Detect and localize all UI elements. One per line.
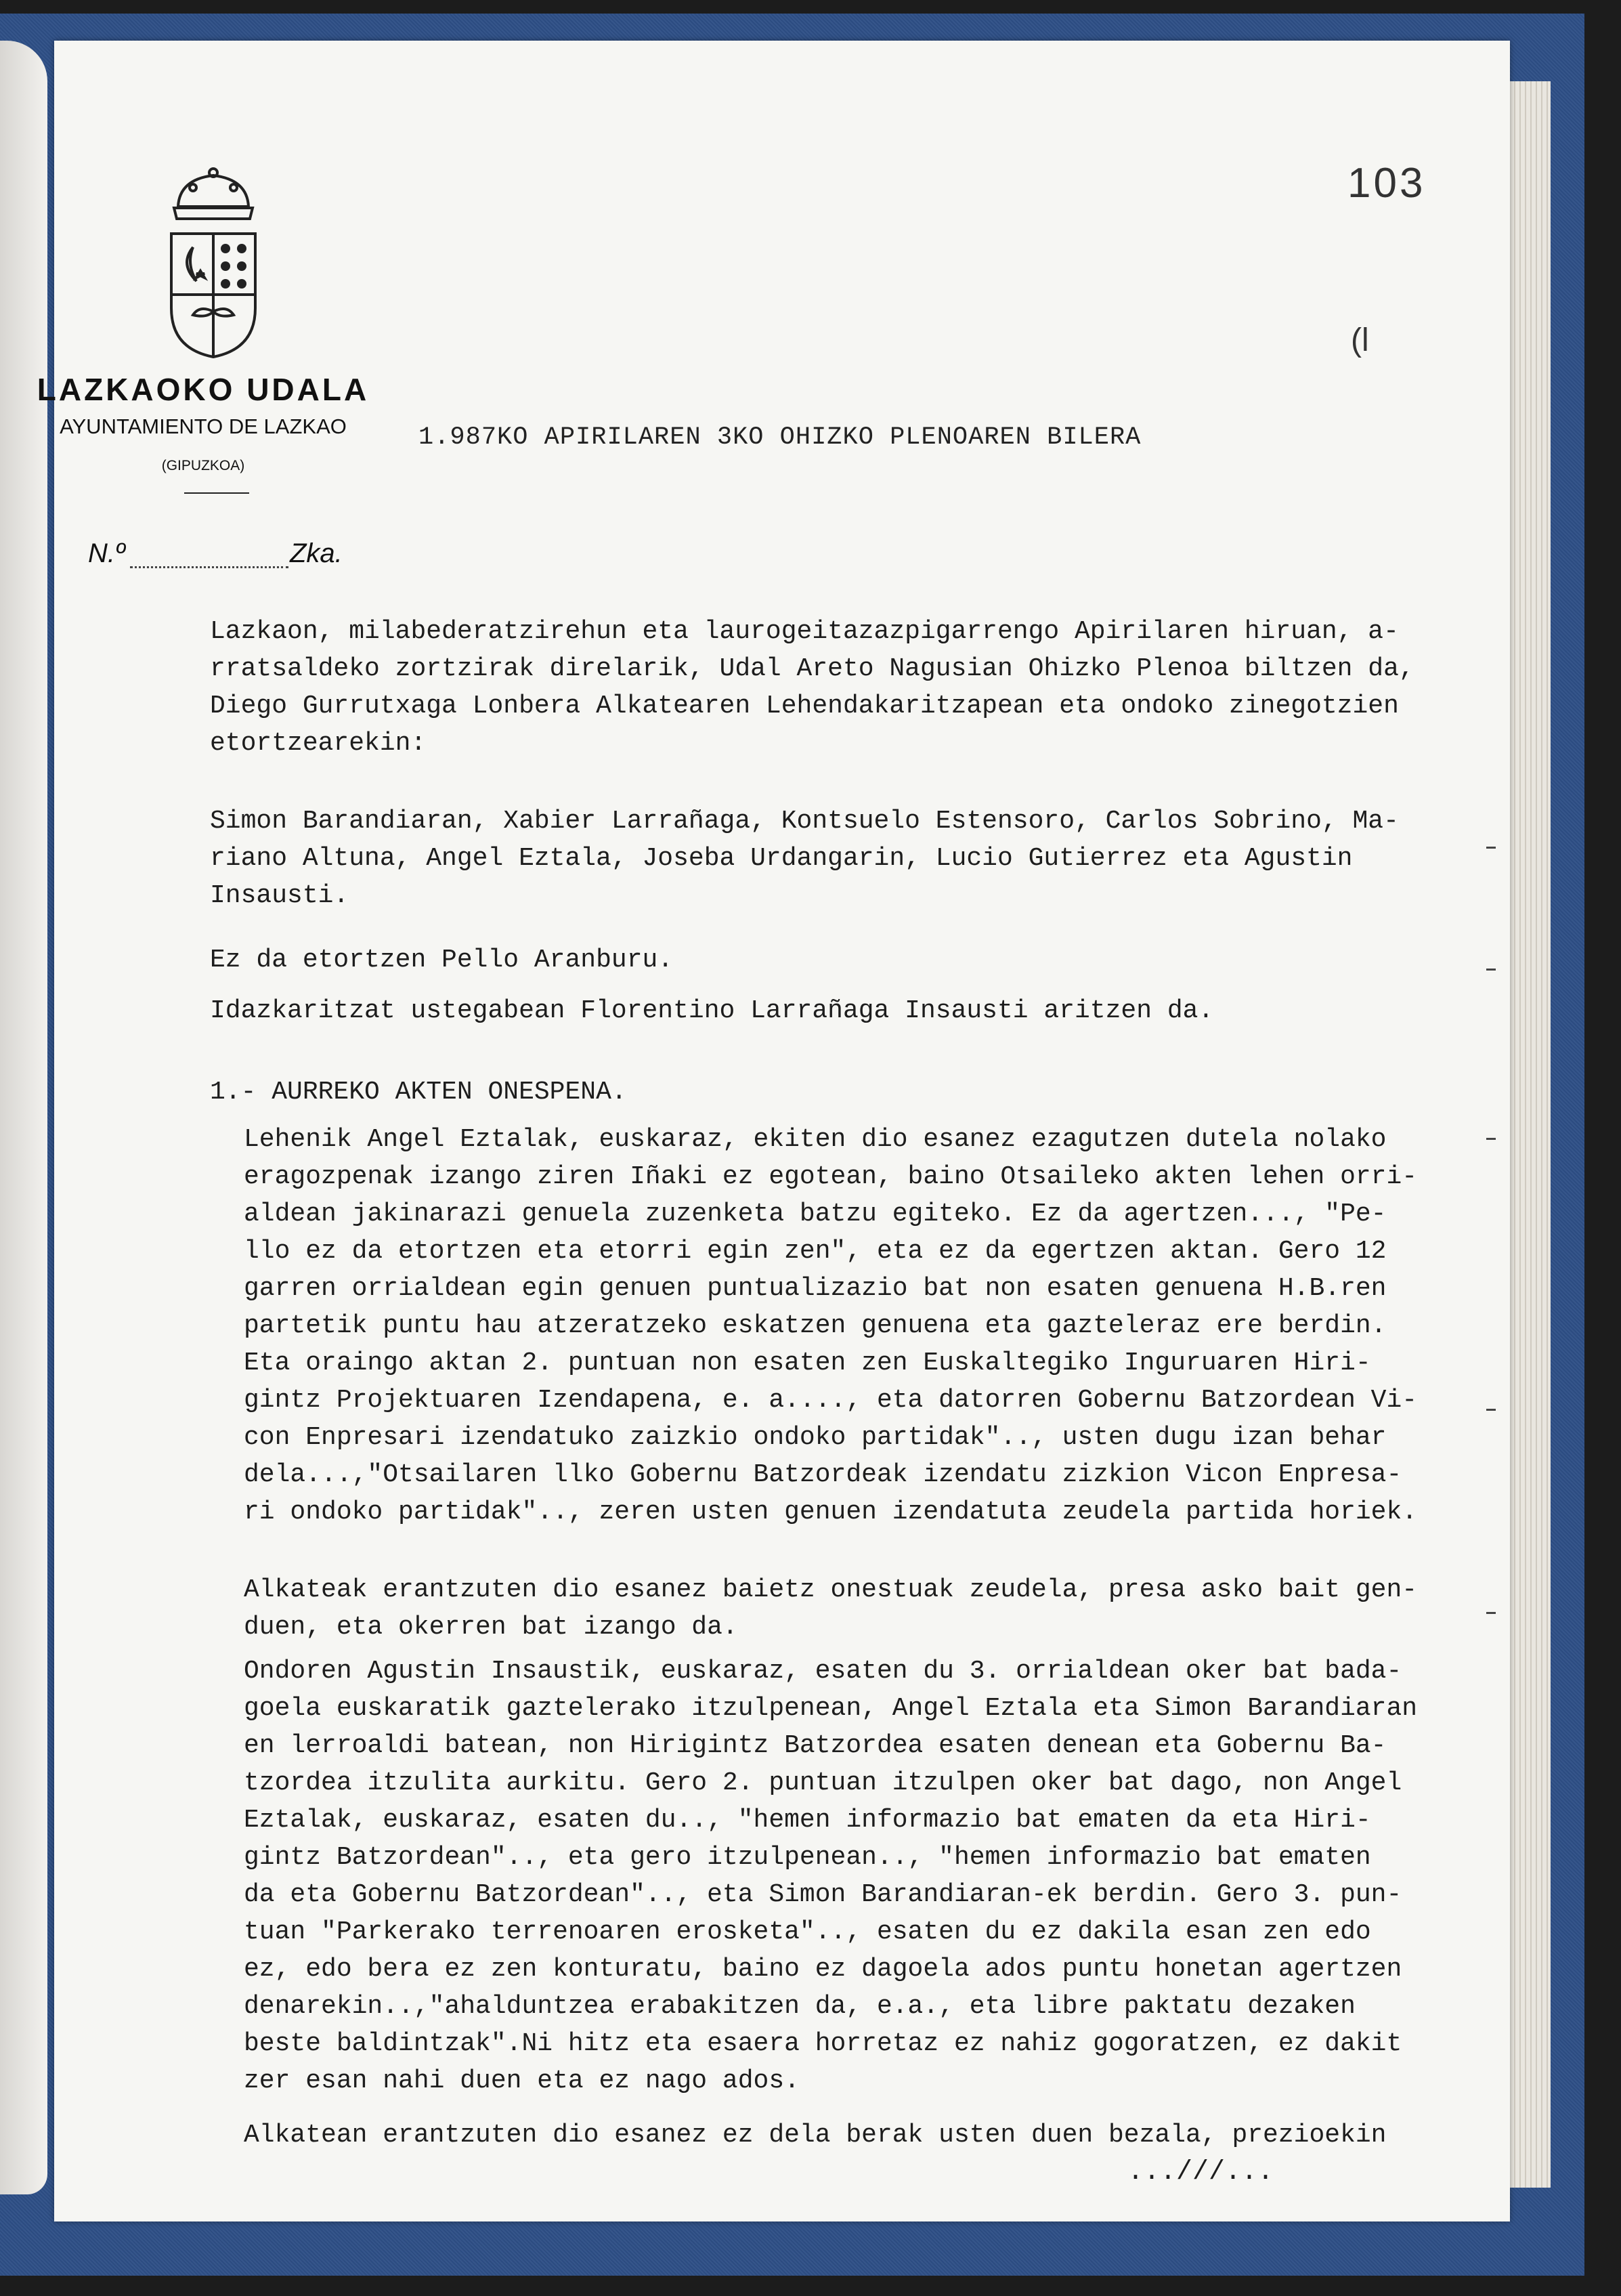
text-line: rratsaldeko zortzirak direlarik, Udal Areto Nagusian Ohizko Plenoa biltzen da,: [210, 654, 1414, 683]
text-line: en lerroaldi batean, non Hirigintz Batzordea esaten denean eta Gobernu Ba-: [244, 1731, 1387, 1760]
text-line: Alkatean erantzuten dio esanez ez dela berak usten duen bezala, prezioekin: [244, 2121, 1387, 2150]
text-line: duen, eta okerren bat izango da.: [244, 1613, 738, 1642]
text-line: Insausti.: [210, 881, 349, 910]
text-line: 1.- AURREKO AKTEN ONESPENA.: [210, 1078, 627, 1107]
text-line: beste baldintzak".Ni hitz eta esaera horretaz ez nahiz gogoratzen, ez dakit: [244, 2029, 1402, 2058]
text-line: da eta Gobernu Batzordean".., eta Simon Barandiaran-ek berdin. Gero 3. pun-: [244, 1880, 1402, 1909]
coat-of-arms-icon: [166, 166, 261, 362]
left-page-edge: [0, 41, 47, 2194]
text-line: dela...,"Otsailaren llko Gobernu Batzordeak izendatu zizkion Vicon Enpresa-: [244, 1460, 1402, 1489]
text-line: Alkateak erantzuten dio esanez baietz onestuak zeudela, presa asko bait gen-: [244, 1575, 1418, 1604]
org-name: LAZKAOKO UDALA: [37, 372, 370, 407]
text-line: partetik puntu hau atzeratzeko eskatzen genuena eta gazteleraz ere berdin.: [244, 1311, 1387, 1340]
org-province: (GIPUZKOA): [161, 458, 245, 473]
text-line: gintz Batzordean".., eta gero itzulpenean.., "hemen informazio bat ematen: [244, 1843, 1371, 1872]
text-line: Lehenik Angel Eztalak, euskaraz, ekiten dio esanez ezagutzen dutela nolako: [244, 1125, 1387, 1154]
page-number: 103: [1347, 160, 1426, 207]
text-line: tzordea itzulita aurkitu. Gero 2. puntuan itzulpen oker bat dago, non Angel: [244, 1768, 1402, 1798]
text-line: Idazkaritzat ustegabean Florentino Larrañaga Insausti aritzen da.: [210, 996, 1214, 1025]
text-line: ri ondoko partidak".., zeren usten genuen izendatuta zeudela partida horiek.: [244, 1497, 1418, 1527]
text-line: aldean jakinarazi genuela zuzenketa batzu egiteko. Ez da agertzen..., "Pe-: [244, 1199, 1387, 1229]
session-title: 1.987KO APIRILAREN 3KO OHIZKO PLENOAREN BILERA: [418, 423, 1142, 452]
text-line: Ez da etortzen Pello Aranburu.: [210, 945, 674, 975]
text-line: Eztalak, euskaraz, esaten du.., "hemen informazio bat ematen da eta Hiri-: [244, 1806, 1371, 1835]
text-line: Lazkaon, milabederatzirehun eta laurogeitazazpigarrengo Apirilaren hiruan, a-: [210, 617, 1399, 646]
text-line: Diego Gurrutxaga Lonbera Alkatearen Lehendakaritzapean eta ondoko zinegotzien: [210, 692, 1399, 721]
text-line: garren orrialdean egin genuen puntualizazio bat non esaten genuena H.B.ren: [244, 1274, 1387, 1303]
text-line: con Enpresari izendatuko zaizkio ondoko partidak".., usten dugu izan behar: [244, 1423, 1387, 1452]
text-line: riano Altuna, Angel Eztala, Joseba Urdangarin, Lucio Gutierrez eta Agustin: [210, 844, 1353, 873]
text-line: etortzearekin:: [210, 729, 427, 758]
divider: [184, 492, 249, 494]
text-line: gintz Projektuaren Izendapena, e. a...., eta datorren Gobernu Batzordean Vi-: [244, 1386, 1418, 1415]
text-line: ez, edo bera ez zen konturatu, baino ez dagoela ados puntu honetan agertzen: [244, 1955, 1402, 1984]
number-field-dots: [130, 566, 288, 568]
text-line: Simon Barandiaran, Xabier Larrañaga, Kontsuelo Estensoro, Carlos Sobrino, Ma-: [210, 807, 1399, 836]
text-line: llo ez da etortzen eta etorri egin zen", eta ez da egertzen aktan. Gero 12: [244, 1237, 1387, 1266]
margin-marks: [1486, 847, 1513, 1659]
text-line: eragozpenak izango ziren Iñaki ez egotean, baino Otsaileko akten lehen orri-: [244, 1162, 1418, 1191]
handwritten-note: (l: [1351, 322, 1369, 358]
number-suffix: Zka.: [290, 538, 343, 568]
text-line: goela euskaratik gaztelerako itzulpenean, Angel Eztala eta Simon Barandiaran: [244, 1694, 1418, 1723]
number-label: N.º: [88, 538, 125, 568]
text-line: Eta oraingo aktan 2. puntuan non esaten zen Euskaltegiko Inguruaren Hiri-: [244, 1348, 1371, 1378]
text-line: tuan "Parkerako terrenoaren erosketa".., esaten du ez dakila esan zen edo: [244, 1917, 1371, 1947]
text-line: denarekin..,"ahalduntzea erabakitzen da, e.a., eta libre paktatu dezaken: [244, 1992, 1356, 2021]
org-subtitle: AYUNTAMIENTO DE LAZKAO: [60, 414, 347, 438]
text-line: Ondoren Agustin Insaustik, euskaraz, esaten du 3. orrialdean oker bat bada-: [244, 1657, 1402, 1686]
continuation-mark: ...///...: [1127, 2157, 1274, 2188]
text-line: zer esan nahi duen eta ez nago ados.: [244, 2066, 800, 2096]
